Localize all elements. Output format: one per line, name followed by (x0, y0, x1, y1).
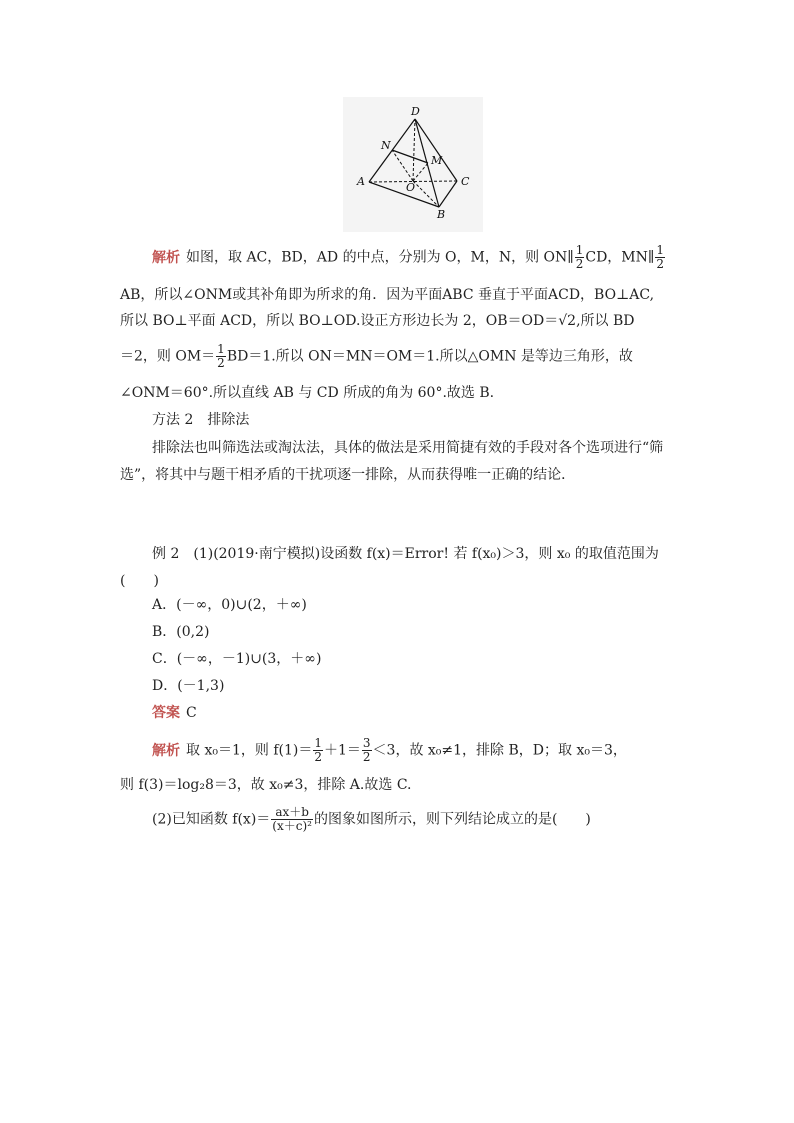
option-a: A．(－∞，0)∪(2，＋∞) (152, 597, 307, 613)
label-b: B (437, 208, 446, 221)
method-title: 方法 2 排除法 (152, 412, 250, 428)
label-o: O (406, 181, 416, 194)
label-d: D (411, 105, 420, 118)
option-c: C．(－∞，－1)∪(3，＋∞) (152, 651, 322, 667)
solution1-line5: ∠ONM＝60°.所以直线 AB 与 CD 所成的角为 60°.故选 B. (120, 385, 495, 401)
fraction: $\frac{1}{2}$ (217, 342, 225, 370)
solution-label: 解析 (152, 249, 180, 266)
fraction: $\frac{1}{2}$ (656, 243, 665, 271)
label-m: M (431, 154, 443, 167)
option-d: D．(－1,3) (152, 678, 225, 694)
example-stem: 例 2 (1)(2019·南宁模拟)设函数 f(x)＝Error! 若 f(x₀)＞3，则 x₀ 的取值范围为 ( ) (120, 546, 659, 589)
answer-label: 答案 (152, 705, 180, 721)
tetrahedron-figure (343, 97, 483, 232)
solution1-line1: 解析 如图，取 AC，BD，AD 的中点，分别为 O，M，N，则 ON∥ $\frac{1}{2}$ CD，MN∥ $\frac{1}{2}$ (152, 243, 665, 271)
part2-question: (2)已知函数 f(x)＝ $\frac{ax+b}{\text{(x＋c)²}}$ 的图象如图所示，则下列结论成立的是( ) (152, 805, 591, 833)
fraction: $\frac{ax+b}{\text{(x＋c)²}}$ (272, 805, 312, 833)
label-c: C (461, 175, 470, 188)
label-a: A (357, 175, 365, 188)
fraction: $\frac{1}{2}$ (575, 243, 584, 271)
method-description: 排除法也叫筛选法或淘汰法，具体的做法是采用简捷有效的手段对各个选项进行“筛选”，将其中与题干相矛盾的干扰项逐一排除，从而获得唯一正确的结论． (120, 440, 664, 483)
fraction: $\frac{3}{2}$ (362, 736, 371, 764)
answer-value: C (186, 705, 197, 721)
fraction: $\frac{1}{2}$ (314, 736, 322, 764)
solution-label: 解析 (152, 742, 180, 759)
label-n: N (381, 139, 391, 152)
solution1-line2: AB，所以∠ONM或其补角即为所求的角．因为平面ABC 垂直于平面ACD，BO⊥AC, (120, 287, 655, 303)
solution2-line2: 则 f(3)＝log₂8＝3，故 x₀≠3，排除 A.故选 C. (120, 777, 412, 793)
solution2-line1: 解析 取 x₀＝1，则 f(1)＝ $\frac{1}{2}$ ＋1＝ $\frac{3}{2}$ ＜3，故 x₀≠1，排除 B，D；取 x₀＝3， (152, 736, 627, 764)
answer-line (152, 700, 197, 726)
solution1-line3: 所以 BO⊥平面 ACD，所以 BO⊥OD.设正方形边长为 2，OB＝OD＝√2,所以 BD (120, 313, 635, 329)
solution1-line4: ＝2，则 OM＝ $\frac{1}{2}$ BD＝1.所以 ON＝MN＝OM＝1.所以△OMN 是等边三角形，故 (120, 342, 633, 370)
option-b: B．(0,2) (152, 624, 210, 640)
